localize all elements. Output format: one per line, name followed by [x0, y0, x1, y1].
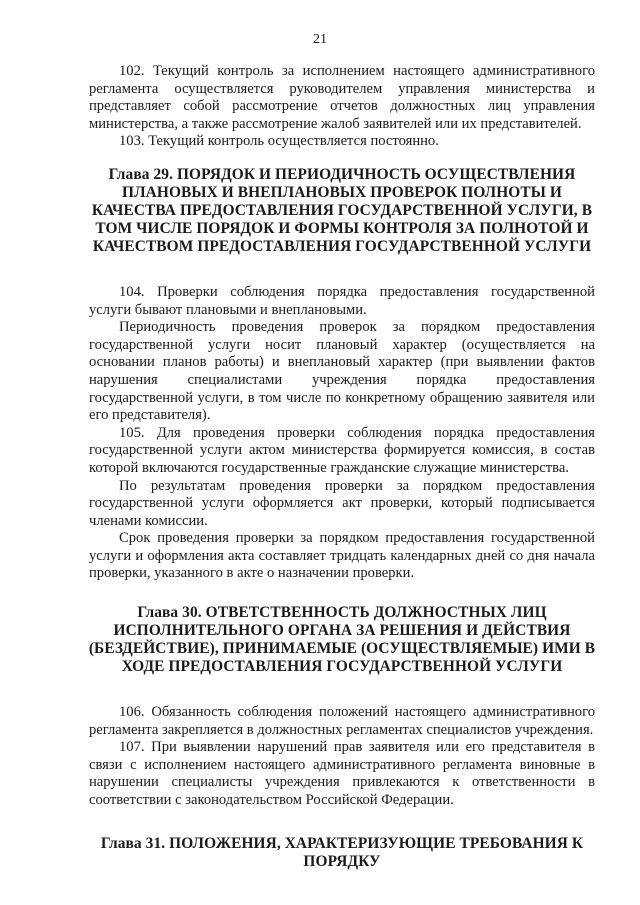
- paragraph-104: 104. Проверки соблюдения порядка предоставления государственной услуги бывают плановыми и внеплановыми.: [89, 283, 595, 318]
- paragraph-107: 107. При выявлении нарушений прав заявителя или его представителя в связи с исполнением настоящего административного регламента виновные в нарушении специалисты учреждения привлекаются к ответственности в соответствии с законодательством Российской Федерации.: [89, 739, 595, 809]
- paragraph-103: 103. Текущий контроль осуществляется постоянно.: [119, 133, 439, 150]
- chapter-29-heading: Глава 29. ПОРЯДОК И ПЕРИОДИЧНОСТЬ ОСУЩЕСТВЛЕНИЯ ПЛАНОВЫХ И ВНЕПЛАНОВЫХ ПРОВЕРОК ПОЛНОТЫ И КАЧЕСТВА ПРЕДОСТАВЛЕНИЯ ГОСУДАРСТВЕННОЙ УСЛУГИ, В ТОМ ЧИСЛЕ ПОРЯДОК И ФОРМЫ КОНТРОЛЯ ЗА ПОЛНОТОЙ И КАЧЕСТВОМ ПРЕДОСТАВЛЕНИЯ ГОСУДАРСТВЕННОЙ УСЛУГИ: [91, 165, 593, 255]
- paragraph-105-results: По результатам проведения проверки за порядком предоставления государственной услуги оформляется акт проверки, который подписывается членами комиссии.: [89, 477, 595, 529]
- paragraph-104-periodicity: Периодичность проведения проверок за порядком предоставления государственной услуги носит плановый характер (осуществляется на основании планов работы) и внеплановый характер (при выявлении фактов нарушения специалистами учреждения порядка предоставления государственной услуги, в том числе по конкретному обращению заявителя или его представителя).: [89, 319, 595, 424]
- chapter-31-heading: Глава 31. ПОЛОЖЕНИЯ, ХАРАКТЕРИЗУЮЩИЕ ТРЕБОВАНИЯ К ПОРЯДКУ: [100, 834, 584, 870]
- paragraph-106: 106. Обязанность соблюдения положений настоящего административного регламента закрепляется в должностных регламентах специалистов учреждения.: [89, 704, 595, 738]
- paragraph-105-term: Срок проведения проверки за порядком предоставления государственной услуги и оформления акта составляет тридцать календарных дней со дня начала проверки, указанного в акте о назначении проверки.: [89, 530, 595, 582]
- page-body: [89, 63, 595, 871]
- paragraph-105: 105. Для проведения проверки соблюдения порядка предоставления государственной услуги актом министерства формируется комиссия, в состав которой включаются государственные гражданские служащие министерства.: [89, 424, 595, 476]
- chapter-30-heading: Глава 30. ОТВЕТСТВЕННОСТЬ ДОЛЖНОСТНЫХ ЛИЦ ИСПОЛНИТЕЛЬНОГО ОРГАНА ЗА РЕШЕНИЯ И ДЕЙСТВИЯ (БЕЗДЕЙСТВИЕ), ПРИНИМАЕМЫЕ (ОСУЩЕСТВЛЯЕМЫЕ) ИМИ В ХОДЕ ПРЕДОСТАВЛЕНИЯ ГОСУДАРСТВЕННОЙ УСЛУГИ: [88, 604, 596, 676]
- page-number: 21: [313, 32, 327, 47]
- paragraph-102: 102. Текущий контроль за исполнением настоящего административного регламента осуществляется руководителем управления министерства и представляет собой рассмотрение отчетов должностных лиц управления министерства, а также рассмотрение жалоб заявителей или их представителей.: [89, 63, 595, 132]
